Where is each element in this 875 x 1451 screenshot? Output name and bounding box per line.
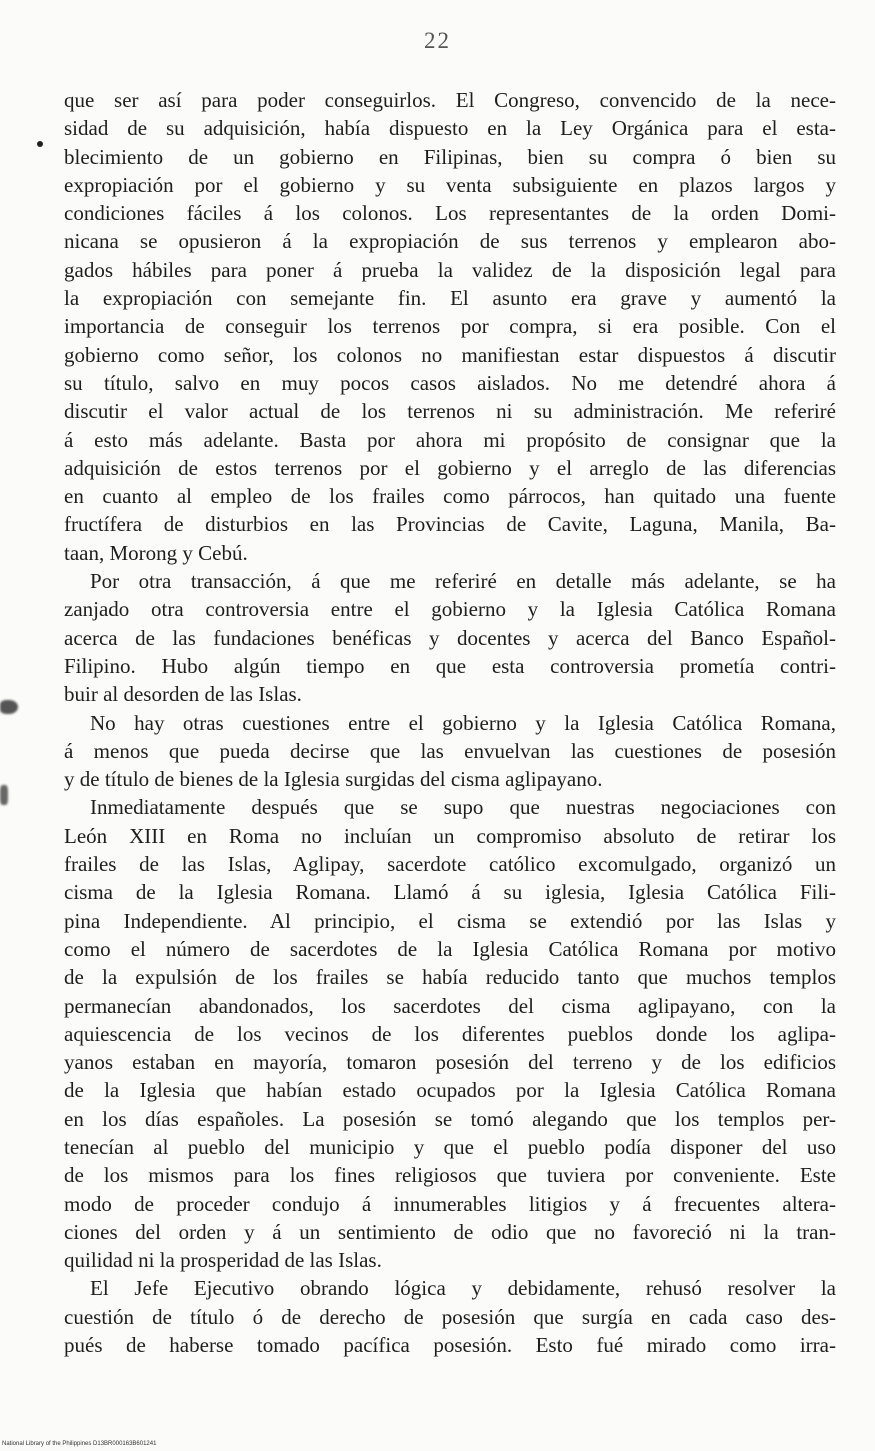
- text-line: condiciones fáciles á los colonos. Los representantes de la orden Domi-: [64, 201, 836, 226]
- text-line: fructífera de disturbios en las Provincias de Cavite, Laguna, Manila, Ba-: [64, 512, 836, 537]
- text-line: en cuanto al empleo de los frailes como párrocos, han quitado una fuente: [64, 484, 836, 509]
- text-line: nicana se opusieron á la expropiación de sus terrenos y emplearon abo-: [64, 229, 836, 254]
- text-line: tenecían al pueblo del municipio y que el pueblo podía disponer del uso: [64, 1134, 836, 1159]
- text-line: yanos estaban en mayoría, tomaron posesión del terreno y de los edificios: [64, 1050, 836, 1075]
- text-line: aquiescencia de los vecinos de los diferentes pueblos donde los aglipa-: [64, 1021, 836, 1046]
- margin-smudge-mark: [0, 785, 8, 805]
- text-line: cisma de la Iglesia Romana. Llamó á su iglesia, Iglesia Católica Fili-: [64, 880, 836, 905]
- text-line: quilidad ni la prosperidad de las Islas.: [64, 1248, 382, 1273]
- text-line: buir al desorden de las Islas.: [64, 682, 302, 707]
- text-line: zanjado otra controversia entre el gobierno y la Iglesia Católica Romana: [64, 597, 836, 622]
- text-line: como el número de sacerdotes de la Iglesia Católica Romana por motivo: [64, 936, 836, 961]
- ink-dot-mark: [37, 141, 43, 147]
- text-line: en los días españoles. La posesión se tomó alegando que los templos per-: [64, 1106, 836, 1131]
- text-line: que ser así para poder conseguirlos. El Congreso, convencido de la nece-: [64, 88, 836, 112]
- text-line: sidad de su adquisición, había dispuesto en la Ley Orgánica para el esta-: [64, 116, 836, 141]
- page-number: 22: [424, 28, 451, 53]
- text-line: permanecían abandonados, los sacerdotes del cisma aglipayano, con la: [64, 993, 836, 1018]
- text-line: ciones del orden y á un sentimiento de odio que no favoreció ni la tran-: [64, 1219, 836, 1244]
- text-line: acerca de las fundaciones benéficas y docentes y acerca del Banco Español-: [64, 625, 836, 650]
- text-line: blecimiento de un gobierno en Filipinas, bien su compra ó bien su: [64, 144, 836, 169]
- paragraph: [64, 1274, 836, 1359]
- text-line: frailes de las Islas, Aglipay, sacerdote católico excomulgado, organizó un: [64, 852, 836, 877]
- text-line: á esto más adelante. Basta por ahora mi propósito de consignar que la: [64, 427, 836, 452]
- text-line: Inmediatamente después que se supo que nuestras negociaciones con: [90, 795, 836, 820]
- text-line: adquisición de estos terrenos por el gobierno y el arreglo de las diferencias: [64, 455, 836, 480]
- paragraph: [64, 86, 836, 567]
- text-line: gobierno como señor, los colonos no manifiestan estar dispuestos á discutir: [64, 342, 836, 367]
- text-line: de los mismos para los fines religiosos que tuviera por conveniente. Este: [64, 1163, 836, 1188]
- text-line: León XIII en Roma no incluían un compromiso absoluto de retirar los: [64, 823, 836, 848]
- text-line: su título, salvo en muy pocos casos aislados. No me detendré ahora á: [64, 370, 836, 395]
- text-line: pina Independiente. Al principio, el cisma se extendió por las Islas y: [64, 908, 836, 933]
- paragraph: [64, 793, 836, 1274]
- text-line: modo de proceder condujo á innumerables litigios y á frecuentes altera-: [64, 1191, 836, 1216]
- margin-smudge-mark: [0, 700, 18, 714]
- scan-footer: National Library of the Philippines D13BR000163B601241: [2, 1441, 157, 1447]
- text-line: y de título de bienes de la Iglesia surgidas del cisma aglipayano.: [64, 767, 603, 792]
- paragraph: [64, 709, 836, 794]
- text-line: Filipino. Hubo algún tiempo en que esta controversia prometía contri-: [64, 653, 836, 678]
- text-line: El Jefe Ejecutivo obrando lógica y debidamente, rehusó resolver la: [90, 1276, 836, 1301]
- paragraph: [64, 567, 836, 708]
- text-line: de la Iglesia que habían estado ocupados por la Iglesia Católica Romana: [64, 1078, 836, 1103]
- text-line: la expropiación con semejante fin. El asunto era grave y aumentó la: [64, 286, 836, 311]
- text-line: á menos que pueda decirse que las envuelvan las cuestiones de posesión: [64, 738, 836, 763]
- text-line: No hay otras cuestiones entre el gobierno y la Iglesia Católica Romana,: [90, 710, 836, 735]
- body-text: [64, 86, 836, 1359]
- text-line: taan, Morong y Cebú.: [64, 540, 248, 565]
- text-line: Por otra transacción, á que me referiré en detalle más adelante, se ha: [90, 569, 836, 594]
- text-line: discutir el valor actual de los terrenos ni su administración. Me referiré: [64, 399, 836, 424]
- text-line: cuestión de título ó de derecho de posesión que surgía en cada caso des-: [64, 1304, 836, 1329]
- text-line: importancia de conseguir los terrenos por compra, si era posible. Con el: [64, 314, 836, 339]
- text-line: gados hábiles para poner á prueba la validez de la disposición legal para: [64, 257, 836, 282]
- text-line: pués de haberse tomado pacífica posesión. Esto fué mirado como irra-: [64, 1333, 836, 1358]
- text-line: expropiación por el gobierno y su venta subsiguiente en plazos largos y: [64, 172, 836, 197]
- text-line: de la expulsión de los frailes se había reducido tanto que muchos templos: [64, 965, 836, 990]
